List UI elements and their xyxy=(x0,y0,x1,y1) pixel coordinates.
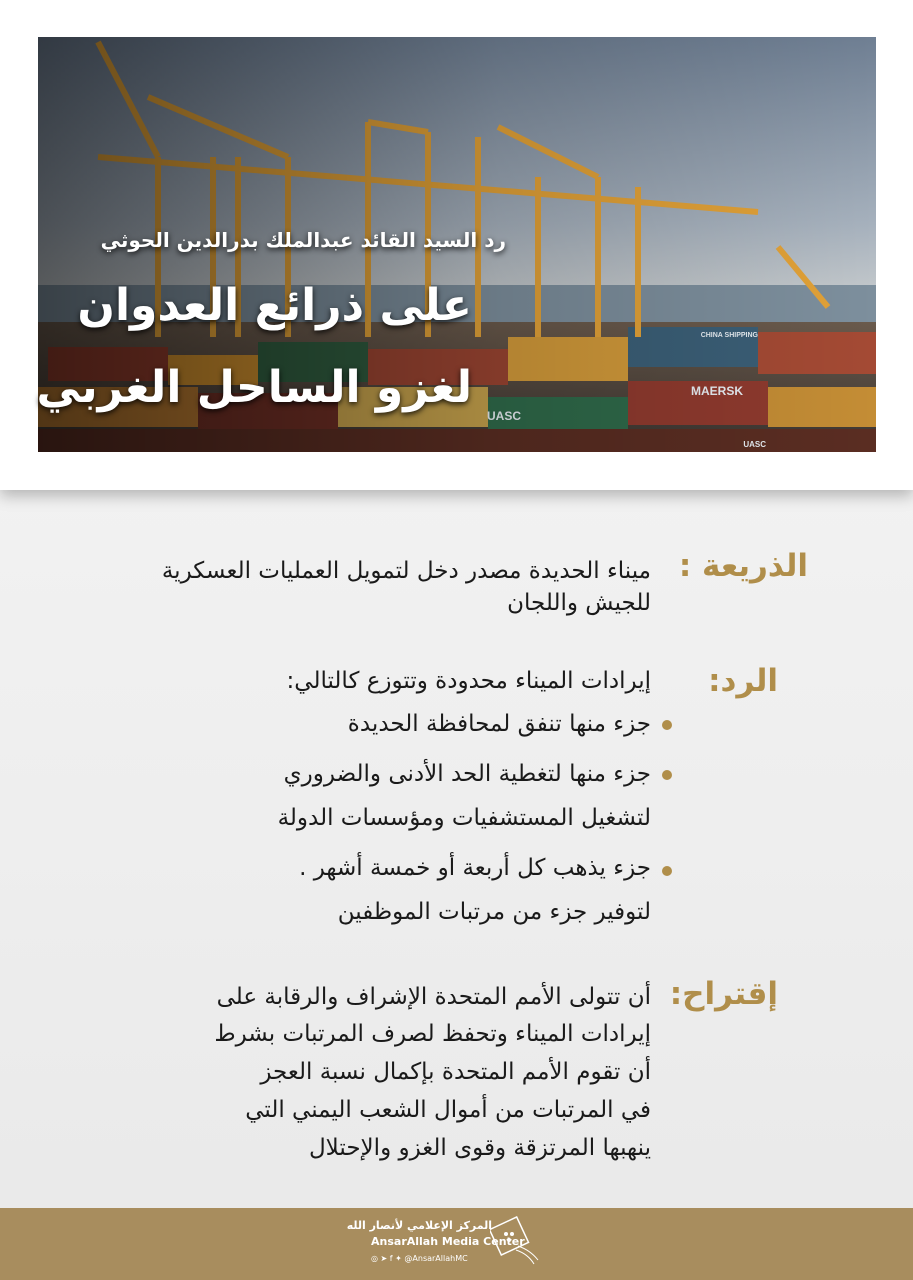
proposal-line-5: ينهبها المرتزقة وقوى الغزو والإحتلال xyxy=(308,1135,651,1161)
reply-intro: إيرادات الميناء محدودة وتتوزع كالتالي: xyxy=(286,668,651,694)
hero-subtitle: رد السيد القائد عبدالملك بدرالدين الحوثي xyxy=(100,228,506,252)
bullet-dot xyxy=(662,770,672,780)
proposal-line-3: أن تقوم الأمم المتحدة بإكمال نسبة العجز xyxy=(260,1059,651,1085)
proposal-line-2: إيرادات الميناء وتحفظ لصرف المرتبات بشرط xyxy=(214,1021,651,1047)
twitter-icon[interactable]: ✦ xyxy=(395,1254,402,1263)
bullet-dot xyxy=(662,866,672,876)
telegram-icon[interactable]: ➤ xyxy=(380,1254,388,1263)
reply-bullet-2-line-2: لتشغيل المستشفيات ومؤسسات الدولة xyxy=(277,805,651,831)
facebook-icon[interactable]: f xyxy=(389,1254,393,1263)
proposal-line-1: أن تتولى الأمم المتحدة الإشراف والرقابة على xyxy=(216,984,651,1010)
hero-title-line-2: لغزو الساحل الغربي xyxy=(36,362,472,413)
footer-bar xyxy=(0,1208,913,1280)
social-handle[interactable]: @AnsarAllahMC xyxy=(404,1254,468,1263)
proposal-label: إقتراح: xyxy=(669,976,778,1012)
hero-panel xyxy=(0,0,913,490)
reply-bullet-1: جزء منها تنفق لمحافظة الحديدة xyxy=(347,711,651,737)
reply-bullet-3-line-1: جزء يذهب كل أربعة أو خمسة أشهر . xyxy=(299,855,651,881)
reply-label: الرد: xyxy=(708,663,778,699)
reply-bullet-3-line-2: لتوفير جزء من مرتبات الموظفين xyxy=(337,899,651,925)
reply-bullet-2-line-1: جزء منها لتغطية الحد الأدنى والضروري xyxy=(283,761,651,787)
social-row xyxy=(371,1254,468,1263)
org-name-english: AnsarAllah Media Center xyxy=(371,1235,525,1248)
bullet-dot xyxy=(662,720,672,730)
hero-title-line-1: على ذرائع العدوان xyxy=(77,280,472,331)
pretext-line-1: ميناء الحديدة مصدر دخل لتمويل العمليات العسكرية xyxy=(161,558,651,584)
proposal-line-4: في المرتبات من أموال الشعب اليمني التي xyxy=(245,1097,651,1123)
pretext-label: الذريعة : xyxy=(678,548,808,584)
pretext-line-2: للجيش واللجان xyxy=(507,590,651,616)
org-name-arabic: المركز الإعلامي لأنصار الله xyxy=(346,1219,492,1232)
instagram-icon[interactable]: ◎ xyxy=(371,1254,378,1263)
